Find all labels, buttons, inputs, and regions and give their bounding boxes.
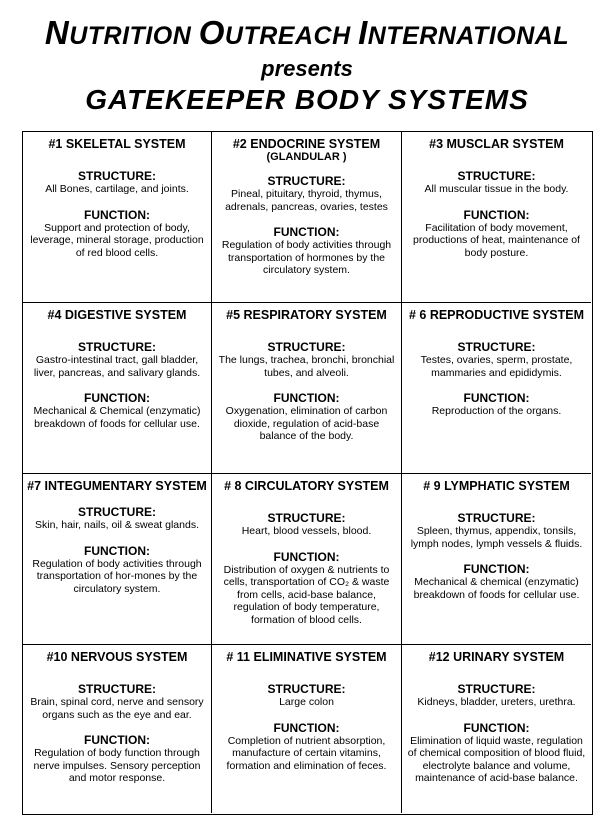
system-cell-2-endocrine-system — [212, 132, 402, 303]
structure-label: STRUCTURE: — [457, 682, 536, 696]
function-label: FUNCTION: — [463, 720, 530, 735]
system-title: #1 SKELETAL SYSTEM — [48, 137, 186, 151]
system-cell-10-nervous-system — [23, 645, 212, 813]
structure-label: STRUCTURE: — [267, 174, 346, 188]
page-title: GATEKEEPER BODY SYSTEMS — [85, 84, 529, 115]
structure-label: STRUCTURE: — [457, 511, 536, 525]
org-initial-n: N — [44, 14, 70, 51]
structure-label: STRUCTURE: — [267, 340, 346, 354]
function-text: Regulation of body activities through transportation of hor-mones by the circulatory system. — [32, 557, 202, 595]
structure-text: Heart, blood vessels, blood. — [241, 525, 372, 537]
system-cell-9-lymphatic-system — [402, 474, 591, 645]
structure-text: Brain, spinal cord, nerve and sensory organs such as the eye and ear. — [30, 696, 204, 721]
system-cell-7-integumentary-system — [23, 474, 212, 645]
system-title: # 11 ELIMINATIVE SYSTEM — [226, 650, 387, 664]
system-title: #7 INTEGUMENTARY SYSTEM — [27, 479, 207, 493]
structure-text: All muscular tissue in the body. — [424, 183, 569, 195]
structure-text: The lungs, trachea, bronchi, bronchial tubes, and alveoli. — [218, 354, 395, 379]
structure-label: STRUCTURE: — [267, 511, 346, 525]
system-cell-6-reproductive-system — [402, 303, 591, 474]
function-text: Regulation of body function through nerve impulses. Sensory perception and motor response. — [33, 747, 201, 784]
structure-label: STRUCTURE: — [267, 682, 346, 696]
function-label: FUNCTION: — [463, 391, 530, 405]
org-word-nutrition: UTRITION — [69, 22, 199, 50]
function-text: Regulation of body activities through transportation of hormones by the circulatory system. — [221, 239, 392, 276]
organization-name — [0, 14, 614, 52]
system-cell-12-urinary-system — [402, 645, 591, 813]
structure-label: STRUCTURE: — [78, 682, 156, 696]
system-title: #12 URINARY SYSTEM — [428, 650, 565, 664]
structure-label: STRUCTURE: — [78, 169, 156, 183]
function-label: FUNCTION: — [273, 549, 340, 564]
function-text: Reproduction of the organs. — [431, 405, 562, 417]
structure-label: STRUCTURE: — [457, 340, 536, 354]
function-text: Mechanical & Chemical (enzymatic) breakdown of foods for cellular use. — [33, 405, 201, 430]
org-word-outreach: UTREACH — [224, 22, 359, 50]
system-cell-1-skeletal-system — [23, 132, 212, 303]
systems-table — [22, 131, 593, 815]
org-initial-o: O — [198, 14, 225, 51]
function-text: Support and protection of body, leverage, mineral storage, production of red blood cells. — [30, 221, 204, 259]
system-cell-8-circulatory-system — [212, 474, 402, 645]
system-title: # 6 REPRODUCTIVE SYSTEM — [408, 308, 585, 322]
structure-text: Testes, ovaries, sperm, prostate, mammaries and epididymis. — [420, 354, 573, 379]
function-text: Facilitation of body movement, productions of heat, maintenance of body posture. — [413, 221, 580, 259]
structure-text: Pineal, pituitary, thyroid, thymus, adrenals, pancreas, ovaries, testes — [225, 188, 388, 213]
structure-text: Kidneys, bladder, ureters, urethra. — [417, 696, 576, 708]
function-label: FUNCTION: — [463, 207, 530, 222]
system-title: # 8 CIRCULATORY SYSTEM — [224, 479, 389, 493]
system-title: # 9 LYMPHATIC SYSTEM — [423, 479, 570, 493]
structure-label: STRUCTURE: — [78, 505, 156, 519]
structure-label: STRUCTURE: — [457, 169, 536, 183]
system-title: #5 RESPIRATORY SYSTEM — [226, 308, 387, 322]
org-word-international: NTERNATIONAL — [367, 22, 570, 50]
function-label: FUNCTION: — [273, 720, 340, 735]
structure-text: All Bones, cartilage, and joints. — [45, 183, 189, 195]
function-label: FUNCTION: — [84, 391, 150, 405]
function-label: FUNCTION: — [273, 391, 340, 405]
structure-text: Gastro-intestinal tract, gall bladder, liver, pancreas, and salivary glands. — [33, 354, 201, 379]
presents-line: presents — [261, 56, 353, 81]
function-label: FUNCTION: — [84, 207, 150, 222]
system-title: #3 MUSCLAR SYSTEM — [429, 137, 564, 151]
function-text: Distribution of oxygen & nutrients to cells, transportation of CO₂ & waste from cells, acid-base balance, regulation of body temperature, formation of blood cells. — [223, 563, 390, 626]
function-label: FUNCTION: — [463, 562, 530, 576]
function-text: Mechanical & chemical (enzymatic) breakdown of foods for cellular use. — [413, 576, 580, 601]
function-label: FUNCTION: — [84, 733, 150, 747]
structure-text: Skin, hair, nails, oil & sweat glands. — [34, 519, 199, 531]
structure-text: Large colon — [279, 696, 334, 708]
system-cell-4-digestive-system — [23, 303, 212, 474]
system-title: #10 NERVOUS SYSTEM — [46, 650, 188, 664]
function-label: FUNCTION: — [273, 225, 340, 239]
function-text: Completion of nutrient absorption, manufacture of certain vitamins, formation and elimination of feces. — [226, 734, 387, 772]
function-label: FUNCTION: — [84, 543, 150, 558]
function-text: Elimination of liquid waste, regulation of chemical composition of blood fluid, electrolyte balance and volume, maintenance of acid-base balance. — [407, 734, 586, 784]
system-cell-5-respiratory-system — [212, 303, 402, 474]
structure-label: STRUCTURE: — [78, 340, 156, 354]
org-initial-i: I — [358, 14, 368, 51]
system-cell-3-musclar-system — [402, 132, 591, 303]
system-subtitle: (GLANDULAR ) — [266, 151, 347, 163]
system-title: #4 DIGESTIVE SYSTEM — [47, 308, 187, 322]
system-cell-11-eliminative-system — [212, 645, 402, 813]
structure-text: Spleen, thymus, appendix, tonsils, lymph nodes, lymph vessels & fluids. — [410, 525, 583, 550]
function-text: Oxygenation, elimination of carbon dioxide, regulation of acid-base balance of the body. — [225, 405, 388, 442]
system-title: #2 ENDOCRINE SYSTEM — [232, 137, 381, 151]
